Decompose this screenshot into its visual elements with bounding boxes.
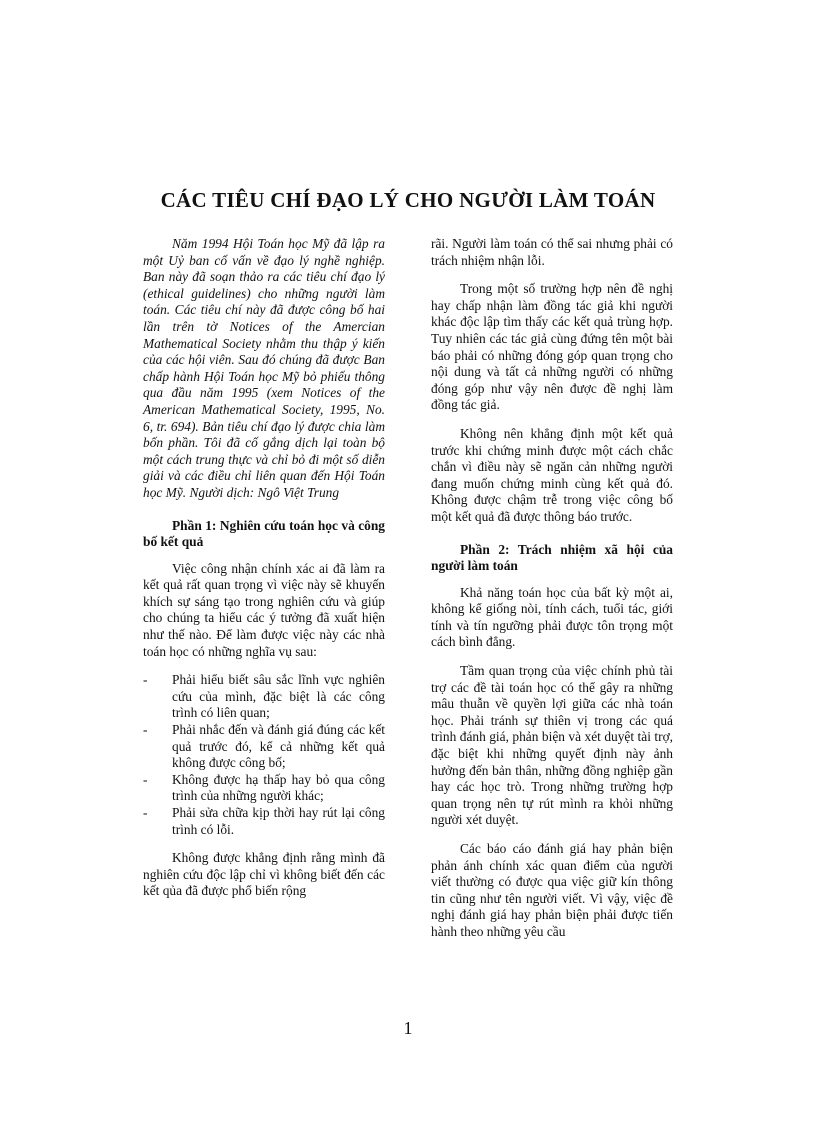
body-paragraph: Không được khẳng định rằng mình đã nghiên cứu độc lập chỉ vì không biết đến các kết qủa đã được phổ biến rộng: [143, 850, 385, 899]
obligations-list: [143, 672, 385, 838]
list-item: [143, 672, 385, 722]
body-paragraph: Các báo cáo đánh giá hay phản biện phản ánh chính xác quan điểm của người viết thường có được qua việc giữ kín thông tin cũng như tên người viết. Vì vậy, việc đề nghị đánh giá hay phản biện phải được tiến hành theo những yêu cầu: [431, 841, 673, 939]
list-item-text: Phải sửa chữa kịp thời hay rút lại công trình có lỗi.: [172, 805, 385, 837]
list-item: [143, 805, 385, 838]
body-paragraph: Trong một số trường hợp nên đề nghị hay chấp nhận làm đồng tác giả khi người khác độc lập tìm thấy các kết quả trùng hợp. Tuy nhiên các tác giả cùng đứng tên một bài báo phải có những đóng góp quan trọng cho nội dung và tất cả những người có những đóng góp như vậy nên được đề nghị làm đồng tác giả.: [431, 281, 673, 413]
list-item-text: Không được hạ thấp hay bỏ qua công trình của những người khác;: [172, 771, 385, 804]
list-item-text: Phải hiểu biết sâu sắc lĩnh vực nghiên cứu của mình, đặc biệt là các công trình có liên quan;: [172, 672, 385, 721]
section-heading-part1: Phần 1: Nghiên cứu toán học và công bố kết quả: [143, 517, 385, 550]
list-item: [143, 772, 385, 805]
page-number: 1: [403, 1018, 413, 1038]
dash-marker: -: [143, 722, 148, 738]
list-item-text: Phải nhắc đến và đánh giá đúng các kết quả trước đó, kể cả những kết quả không được công bố;: [172, 722, 385, 771]
body-paragraph-continued: rãi. Người làm toán có thể sai nhưng phải có trách nhiệm nhận lỗi.: [431, 236, 673, 268]
dash-marker: -: [143, 771, 148, 787]
intro-paragraph: Năm 1994 Hội Toán học Mỹ đã lập ra một Uỷ ban cố vấn về đạo lý nghề nghiệp. Ban này đã soạn thảo ra các tiêu chí đạo lý (ethical guidelines) cho những người làm toán. Các tiêu chí này đã được công bố hai lần trên tờ Notices of the Amercian Mathematical Society nhằm thu thập ý kiến của các hội viên. Sau đó chúng đã được Ban chấp hành Hội Toán học Mỹ bỏ phiếu thông qua đầu năm 1995 (xem Notices of the American Mathematical Society, 1995, No. 6, tr. 694). Bản tiêu chí đạo lý được chia làm bốn phần. Tôi đã cố gắng dịch lại toàn bộ một cách trung thực và chỉ bỏ đi một số diễn giải và các điều chỉ liên quan đến Hội Toán học Mỹ. Người dịch: Ngô Việt Trung: [143, 236, 385, 500]
section-heading-part2: Phần 2: Trách nhiệm xã hội của người làm toán: [431, 541, 673, 574]
list-item: [143, 722, 385, 772]
page-title: CÁC TIÊU CHÍ ĐẠO LÝ CHO NGƯỜI LÀM TOÁN: [160, 188, 656, 212]
body-paragraph: Không nên khẳng định một kết quả trước khi chứng minh được một cách chắc chắn vì điều này sẽ ngăn cản những người đang muốn chứng minh cùng kết quả đó. Không được chậm trễ trong việc công bố một kết quả đã được thông báo trước.: [431, 425, 673, 524]
body-paragraph: Việc công nhận chính xác ai đã làm ra kết quả rất quan trọng vì việc này sẽ khuyến khích sự sáng tạo trong nghiên cứu và giúp cho chúng ta hiểu các ý tưởng đã xuất hiện như thế nào. Để làm được việc này các nhà toán học có những nghĩa vụ sau:: [143, 560, 385, 659]
dash-marker: -: [143, 672, 148, 688]
body-paragraph: Tầm quan trọng của việc chính phủ tài trợ các đề tài toán học có thể gây ra những mâu thuẫn về quyền lợi giữa các nhà toán học. Phải tránh sự thiên vị trong các quá trình đánh giá, phản biện và xét duyệt tài trợ, đặc biệt khi những quyết định này ảnh hưởng đến bản thân, những đồng nghiệp gần hay các học trò. Trong những trường hợp quan trọng nên tự rút mình ra khỏi những người xét duyệt.: [431, 663, 673, 828]
left-column: [143, 236, 385, 912]
right-column: [431, 236, 673, 953]
body-paragraph: Khả năng toán học của bất kỳ một ai, không kể giống nòi, tính cách, tuổi tác, giới tính và tín ngưỡng phải được tôn trọng một cách bình đẳng.: [431, 584, 673, 650]
dash-marker: -: [143, 805, 148, 820]
